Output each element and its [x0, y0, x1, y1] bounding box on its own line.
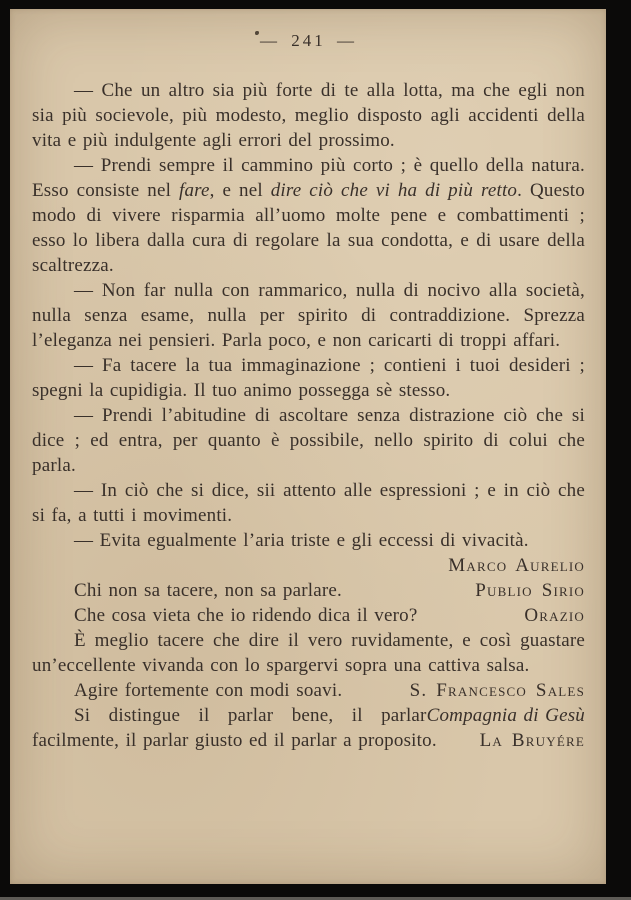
text-run: — Prendi l’abitudine di ascoltare senza distrazione ciò che si dice ; ed entra, per quanto è possibile, nello spirito di colui che parla.	[32, 405, 585, 476]
text-run: — In ciò che si dice, sii attento alle espressioni ; e in ciò che si fa, a tutti i movimenti.	[32, 480, 585, 526]
book-page-paper	[10, 9, 606, 884]
paragraph	[32, 578, 585, 603]
paragraph	[32, 603, 585, 628]
italic-text-run: fare	[178, 180, 210, 201]
attribution-author: Marco Aurelio	[448, 555, 585, 576]
text-run: Che cosa vieta che io ridendo dica il vero?	[74, 605, 418, 626]
text-run: — Che un altro sia più forte di te alla lotta, ma che egli non sia più socievole, più modesto, meglio disposto agli accidenti della vita e più indulgente agli errori del prossimo.	[32, 80, 585, 151]
attribution-author: Publio Sirio	[475, 580, 585, 601]
paragraph	[32, 278, 585, 353]
paragraph	[32, 353, 585, 403]
text-run: Si distingue il parlar bene, il parlar facilmente, il parlar giusto ed il parlar a proposito.	[32, 705, 437, 751]
text-run: — Prendi sempre il cammino più corto ; è quello della natura. Esso consiste nel	[32, 155, 585, 201]
page-body	[32, 78, 585, 753]
page-text-block	[10, 9, 606, 884]
text-run: , e nel	[209, 180, 271, 201]
paragraph	[32, 153, 585, 278]
attribution-author: S. Francesco Sales	[409, 680, 585, 701]
paragraph	[32, 78, 585, 153]
paragraph	[32, 403, 585, 478]
page-number: — 241 —	[260, 31, 357, 50]
text-run: . Questo modo di vivere risparmia all’uomo molte pene e combattimenti ; esso lo libera dalla cura di regolare la sua condotta, e di usare della scaltrezza.	[32, 180, 585, 276]
attribution-author: Compagnia di Gesù	[426, 705, 585, 726]
attribution-line	[32, 553, 585, 578]
italic-text-run: dire ciò che vi ha di più retto	[270, 180, 518, 201]
attribution-author: Orazio	[524, 605, 585, 626]
text-run: Chi non sa tacere, non sa parlare.	[74, 580, 342, 601]
text-run: — Fa tacere la tua immaginazione ; contieni i tuoi desideri ; spegni la cupidigia. Il tuo animo possegga sè stesso.	[32, 355, 585, 401]
paragraph	[32, 478, 585, 528]
text-run: — Evita egualmente l’aria triste e gli eccessi di vivacità.	[74, 530, 529, 551]
text-run: — Non far nulla con rammarico, nulla di nocivo alla società, nulla senza esame, nulla per spirito di contraddizione. Sprezza l’eleganza nei pensieri. Parla poco, e non caricarti di troppi affari.	[32, 280, 585, 351]
attribution-author: La Bruyére	[479, 730, 585, 751]
text-run: È meglio tacere che dire il vero ruvidamente, e così guastare un’eccellente vivanda con lo spargervi sopra una cattiva salsa.	[32, 630, 585, 676]
paragraph	[32, 528, 585, 553]
text-run: Agire fortemente con modi soavi.	[74, 680, 343, 701]
